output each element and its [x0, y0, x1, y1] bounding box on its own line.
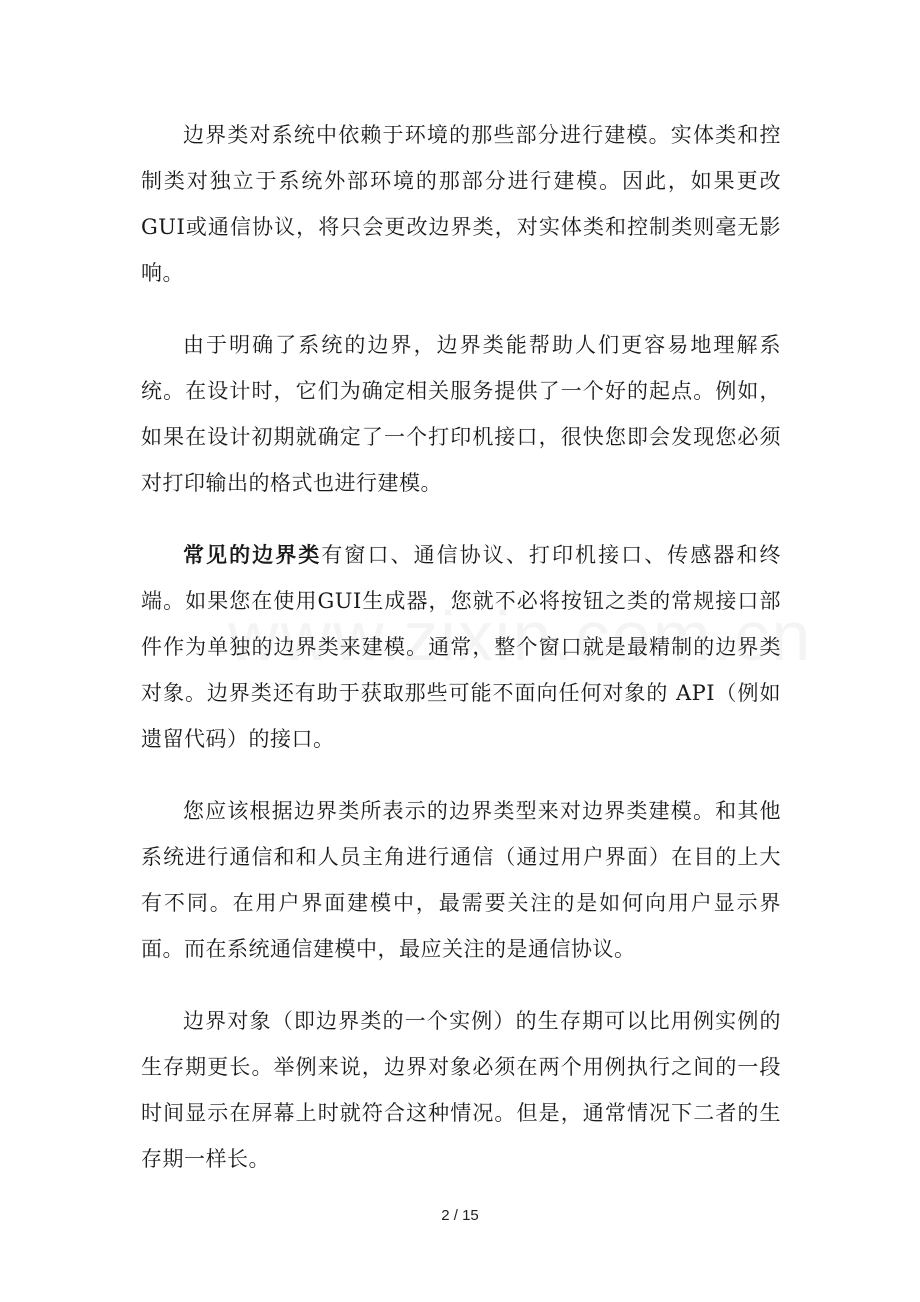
paragraph-3-bold-lead: 常见的边界类 [183, 542, 322, 567]
paragraph-1-text: 边界类对系统中依赖于环境的那些部分进行建模。实体类和控制类对独立于系统外部环境的那部分进行建模。因此，如果更改GUI或通信协议，将只会更改边界类，对实体类和控制类则毫无影响。 [141, 123, 781, 285]
paragraph-4 [141, 788, 781, 972]
paragraph-4-text: 您应该根据边界类所表示的边界类型来对边界类建模。和其他系统进行通信和和人员主角进行通信（通过用户界面）在目的上大有不同。在用户界面建模中，最需要关注的是如何向用户显示界面。而在系统通信建模中，最应关注的是通信协议。 [141, 799, 781, 961]
paragraph-2-text: 由于明确了系统的边界，边界类能帮助人们更容易地理解系统。在设计时，它们为确定相关服务提供了一个好的起点。例如，如果在设计初期就确定了一个打印机接口，很快您即会发现您必须对打印输出的格式也进行建模。 [141, 333, 781, 495]
paragraph-1 [141, 112, 781, 296]
paragraph-3 [141, 532, 781, 762]
page-number: 2 / 15 [441, 1207, 479, 1224]
paragraph-5 [141, 998, 781, 1182]
document-body [141, 112, 781, 1208]
paragraph-3-text: 有窗口、通信协议、打印机接口、传感器和终端。如果您在使用GUI生成器，您就不必将按钮之类的常规接口部件作为单独的边界类来建模。通常，整个窗口就是最精制的边界类对象。边界类还有助于获取那些可能不面向任何对象的 API（例如遗留代码）的接口。 [141, 543, 782, 751]
paragraph-5-text: 边界对象（即边界类的一个实例）的生存期可以比用例实例的生存期更长。举例来说，边界对象必须在两个用例执行之间的一段时间显示在屏幕上时就符合这种情况。但是，通常情况下二者的生存期一样长。 [141, 1009, 781, 1171]
paragraph-2 [141, 322, 781, 506]
